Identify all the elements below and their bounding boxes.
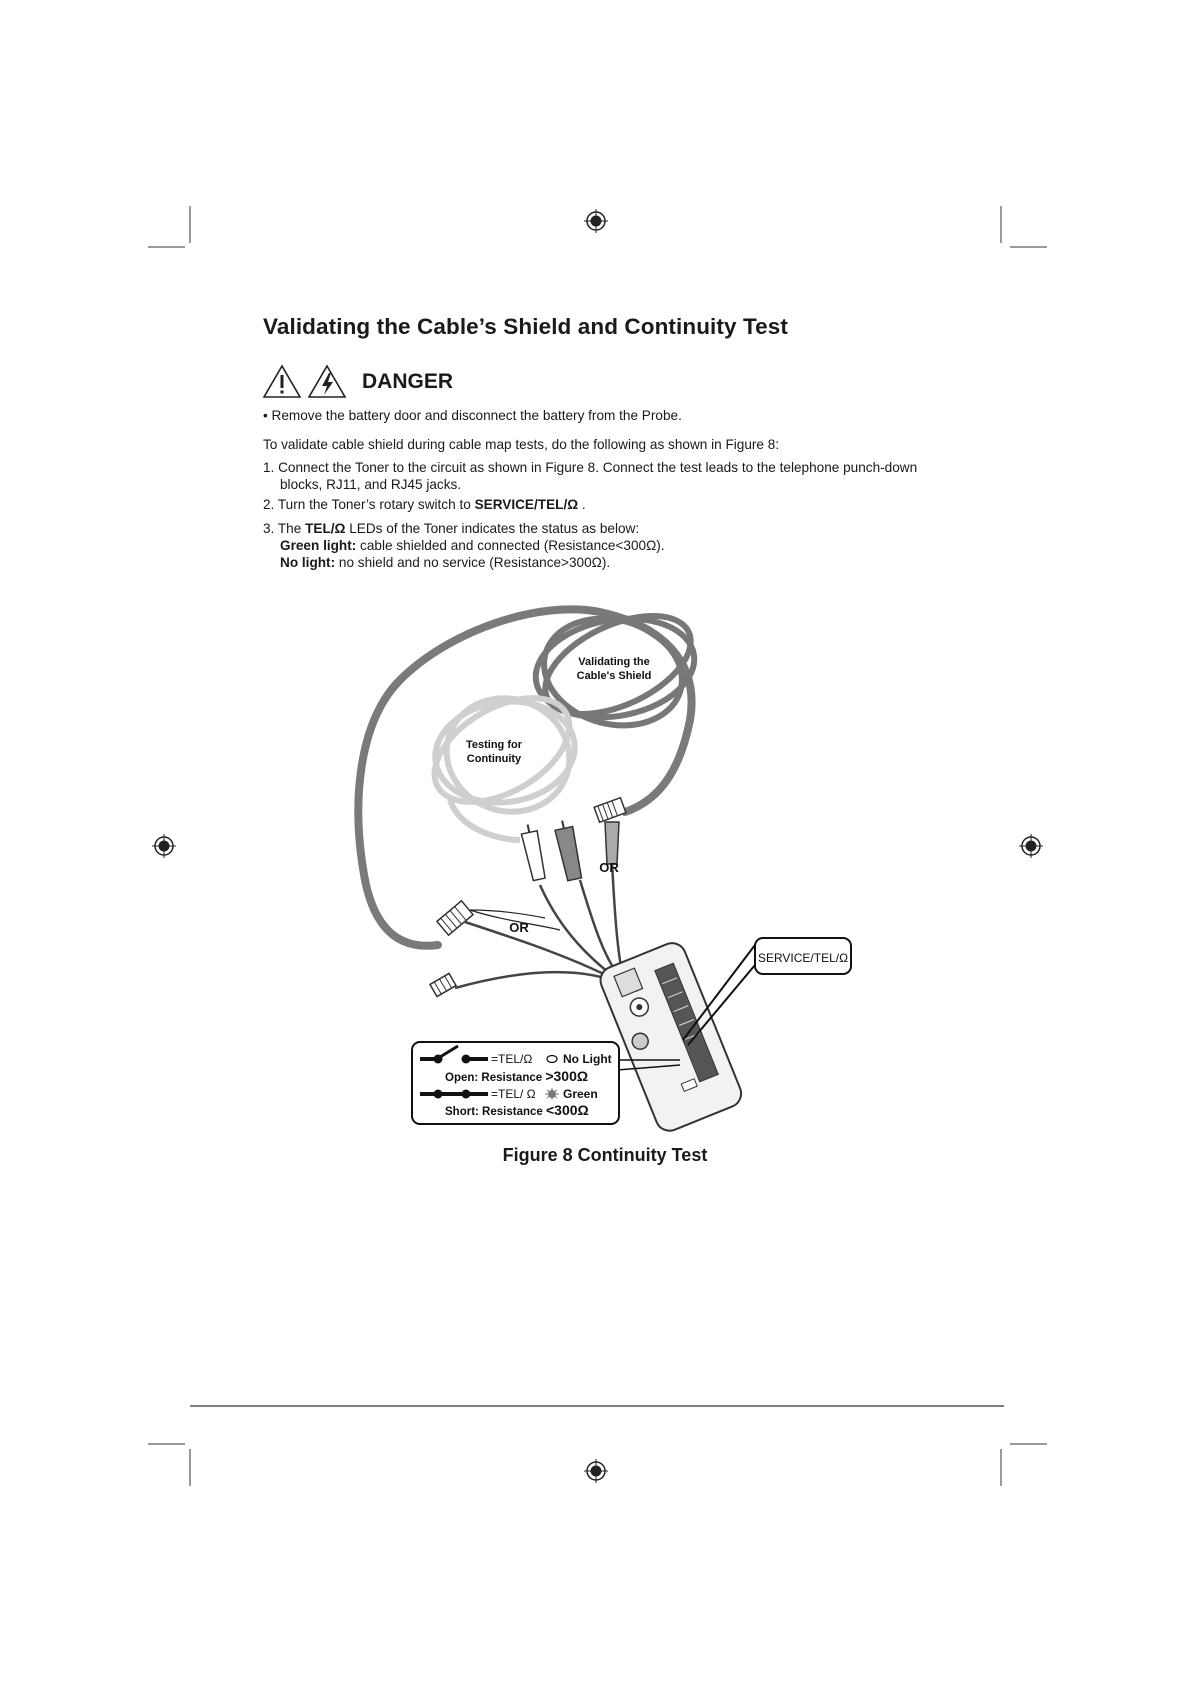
step-2: [263, 496, 586, 513]
legend-row4-text: Short: Resistance: [445, 1106, 546, 1118]
rj45-connector-left: [437, 901, 473, 935]
step-1-line-2: blocks, RJ11, and RJ45 jacks.: [280, 477, 462, 492]
figure-8-illustration: [0, 590, 1190, 1140]
step-1-line-1: 1. Connect the Toner to the circuit as shown in Figure 8. Connect the test leads to the telephone punch-down: [263, 460, 918, 475]
green-light-label: Green light:: [280, 538, 357, 553]
page-title: Validating the Cable’s Shield and Continuity Test: [263, 314, 788, 339]
intro-text: To validate cable shield during cable map tests, do the following as shown in Figure 8:: [263, 437, 780, 452]
green-light-text: cable shielded and connected (Resistance<300Ω).: [356, 538, 665, 553]
registration-mark-top: [584, 209, 608, 233]
or-label-left: OR: [509, 920, 529, 935]
alligator-clip-grey: [605, 822, 619, 864]
legend-row2-value: >300Ω: [545, 1068, 589, 1084]
legend-row1-eq: =TEL/Ω: [491, 1052, 533, 1066]
label-shield-line-1: Validating the: [578, 656, 650, 668]
step-3-led: TEL/Ω: [305, 521, 346, 536]
figure-caption: Figure 8 Continuity Test: [502, 1145, 708, 1165]
step-2-suffix: .: [578, 497, 586, 512]
bullet-text: • Remove the battery door and disconnect the battery from the Probe.: [263, 408, 682, 423]
alligator-clip-dark: [553, 819, 583, 881]
electric-shock-icon: [307, 364, 347, 399]
step-3-suffix: LEDs of the Toner indicates the status as below:: [345, 521, 640, 536]
no-light-line: [263, 554, 665, 571]
danger-label: DANGER: [362, 370, 454, 393]
step-3: [263, 520, 665, 571]
label-shield-line-2: Cable's Shield: [576, 670, 652, 682]
rj45-connector-top: [594, 798, 626, 823]
legend-row3-eq: =TEL/ Ω: [491, 1087, 536, 1101]
registration-mark-bottom: [584, 1459, 608, 1483]
label-continuity-line-2: Continuity: [466, 753, 522, 765]
led-off-icon: [547, 1056, 557, 1063]
rj11-connector: [430, 973, 456, 996]
legend-row4-value: <300Ω: [545, 1102, 589, 1118]
legend-row3-state: Green: [563, 1087, 598, 1101]
warning-triangle-icon: [262, 364, 302, 399]
label-continuity-line-1: Testing for: [465, 739, 523, 751]
step-2-prefix: 2. Turn the Toner’s rotary switch to: [263, 497, 475, 512]
legend-row1-state: No Light: [563, 1052, 612, 1066]
step-2-setting: SERVICE/TEL/Ω: [474, 497, 579, 512]
no-light-label: No light:: [280, 555, 336, 570]
green-light-line: [263, 537, 665, 554]
no-light-text: no shield and no service (Resistance>300Ω).: [335, 555, 611, 570]
or-label-top: OR: [599, 860, 619, 875]
callout-switch-label: SERVICE/TEL/Ω: [757, 951, 849, 965]
test-leads: [455, 862, 625, 988]
legend-row2-text: Open: Resistance: [445, 1072, 546, 1084]
step-1: [263, 459, 963, 493]
step-3-prefix: 3. The: [263, 521, 306, 536]
alligator-clip-white: [520, 823, 547, 881]
